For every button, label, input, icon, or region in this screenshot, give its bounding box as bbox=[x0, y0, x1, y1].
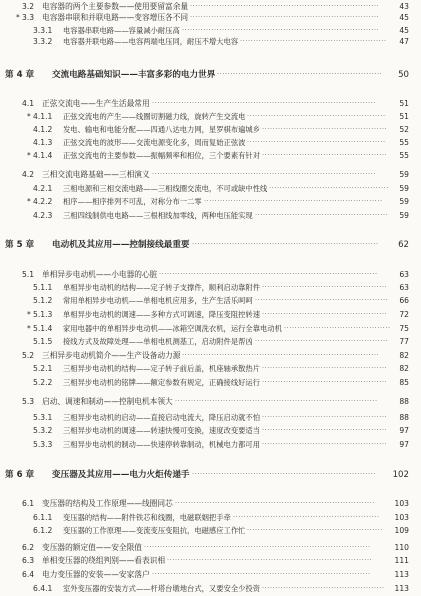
toc-entry-number: 4.2 bbox=[22, 170, 35, 179]
toc-entry-number: 4.2.2 bbox=[33, 197, 53, 206]
toc-entry-title: 发电、输电和电能分配——四通八达电力网，星罗棋布遍城乡 bbox=[63, 125, 261, 134]
toc-chapter-entry[interactable] bbox=[0, 238, 421, 252]
toc-entry[interactable] bbox=[0, 497, 421, 511]
toc-entry-title: 常用单相异步电动机——单相电机应用多，生产生活乐呵呵 bbox=[63, 296, 253, 305]
toc-leader-dots: ··············································· bbox=[262, 125, 388, 133]
toc-entry[interactable] bbox=[0, 554, 421, 568]
toc-entry-number: 5.1.5 bbox=[33, 337, 53, 346]
toc-leader-dots: ··································································· bbox=[204, 197, 383, 205]
toc-entry[interactable] bbox=[0, 97, 421, 111]
toc-entry[interactable] bbox=[0, 582, 421, 596]
toc-entry-title: 室外变压器的安装方式——杆塔台墩地台式，又要安全少投资 bbox=[63, 584, 261, 593]
toc-entry-title: 三相异步电动机的调速——转速快慢可变换，速度改变要适当 bbox=[63, 426, 261, 435]
toc-entry-page: 111 bbox=[394, 556, 409, 565]
toc-entry-title: 变压器及其应用——电力火炬传递手 bbox=[52, 470, 190, 480]
toc-entry-title: 电动机及其应用——控制接线最重要 bbox=[52, 240, 190, 250]
toc-leader-dots: ···················································································· bbox=[152, 99, 376, 107]
toc-entry-number: 6.1.1 bbox=[33, 513, 53, 522]
toc-entry-number: 3.3.1 bbox=[33, 26, 53, 35]
toc-entry[interactable] bbox=[0, 411, 421, 425]
toc-leader-dots: ······························································ bbox=[217, 70, 383, 78]
toc-entry[interactable] bbox=[0, 35, 421, 49]
toc-entry-page: 51 bbox=[399, 112, 409, 121]
toc-leader-dots: ······················································· bbox=[233, 513, 380, 521]
toc-entry-title: 正弦交流电的波形——交流电源变化多，周而复始正弦波 bbox=[63, 138, 246, 147]
toc-entry-page: 43 bbox=[399, 2, 409, 11]
toc-entry[interactable] bbox=[0, 568, 421, 582]
toc-entry-number: 5.1.4 bbox=[33, 324, 53, 333]
toc-leader-dots: ·················································································· bbox=[152, 570, 371, 578]
toc-leader-dots: ··············································· bbox=[262, 426, 388, 434]
toc-leader-dots: ····················································································· bbox=[144, 543, 371, 551]
toc-entry-marker: * bbox=[27, 324, 31, 333]
toc-leader-dots: ···················································· bbox=[247, 138, 386, 146]
toc-entry-number: 5.1.1 bbox=[33, 283, 53, 292]
toc-entry[interactable] bbox=[0, 123, 421, 137]
toc-leader-dots: ······································································· bbox=[190, 2, 380, 10]
toc-leader-dots: ··············································· bbox=[262, 364, 388, 372]
toc-entry-number: 4.1.3 bbox=[33, 138, 53, 147]
toc-entry-number: 5.2 bbox=[22, 351, 35, 360]
toc-entry-page: 97 bbox=[399, 440, 409, 449]
toc-entry-page: 66 bbox=[399, 296, 409, 305]
toc-leader-dots: ··················································· bbox=[247, 526, 383, 534]
toc-entry-title: 变压器的结构——附件铁芯和线圈，电磁联姻把手牵 bbox=[63, 513, 231, 522]
toc-entry-number: 第 4 章 bbox=[5, 70, 35, 80]
toc-entry-title: 电容器并联电路——电容两端电压同，耐压不增大电容 bbox=[63, 37, 239, 46]
toc-entry-page: 85 bbox=[399, 378, 409, 387]
toc-entry-number: 4.1.2 bbox=[33, 125, 53, 134]
toc-entry[interactable] bbox=[0, 511, 421, 525]
toc-entry-number: 6.4 bbox=[22, 570, 35, 579]
toc-leader-dots: ······································································· bbox=[190, 13, 380, 21]
toc-entry-title: 相序——相序排列不可乱，对称分布一二零 bbox=[63, 197, 202, 206]
toc-entry-title: 三相异步电动机的制动——快速停转靠制动，机械电力都可用 bbox=[63, 440, 261, 449]
toc-entry-number: 3.2 bbox=[22, 2, 35, 11]
toc-chapter-entry[interactable] bbox=[0, 68, 421, 82]
toc-entry-page: 77 bbox=[399, 337, 409, 346]
toc-entry-page: 59 bbox=[399, 170, 409, 179]
toc-entry-page: 82 bbox=[399, 364, 409, 373]
toc-entry[interactable] bbox=[0, 541, 421, 555]
toc-entry-page: 72 bbox=[399, 310, 409, 319]
toc-entry-page: 63 bbox=[399, 283, 409, 292]
toc-entry-number: 5.1 bbox=[22, 270, 35, 279]
toc-entry-title: 单相异步电动机——小电器的心脏 bbox=[42, 270, 158, 279]
toc-entry[interactable] bbox=[0, 294, 421, 308]
toc-leader-dots: ··············································· bbox=[262, 440, 388, 448]
toc-entry[interactable] bbox=[0, 308, 421, 322]
toc-entry[interactable] bbox=[0, 362, 421, 376]
toc-entry-page: 102 bbox=[392, 470, 409, 480]
toc-entry-number: 5.3.2 bbox=[33, 426, 53, 435]
toc-leader-dots: ··············································· bbox=[262, 378, 388, 386]
toc-leader-dots: ······································································ bbox=[192, 240, 379, 248]
toc-leader-dots: ·············································· bbox=[262, 584, 385, 592]
toc-entry-title: 三相异步电动机简介——生产设备动力源 bbox=[42, 351, 181, 360]
toc-entry[interactable] bbox=[0, 395, 421, 409]
toc-entry-title: 变压器的结构及工作原理——线圈同芯 bbox=[42, 499, 173, 508]
toc-entry-number: 3.3.2 bbox=[33, 37, 53, 46]
toc-leader-dots: ·················································· bbox=[255, 211, 389, 219]
toc-leader-dots: ·················································································· bbox=[159, 270, 378, 278]
toc-entry-number: 第 6 章 bbox=[5, 470, 35, 480]
toc-leader-dots: ··········································································· bbox=[175, 499, 375, 507]
toc-entry-page: 51 bbox=[399, 99, 409, 108]
toc-entry-number: 5.3.3 bbox=[33, 440, 53, 449]
toc-entry-page: 55 bbox=[399, 151, 409, 160]
toc-entry-title: 交流电路基础知识——丰富多彩的电力世界 bbox=[52, 70, 216, 80]
toc-entry-number: 6.1 bbox=[22, 499, 35, 508]
toc-entry-title: 三相交流电路基础——三相演义 bbox=[42, 170, 150, 179]
toc-leader-dots: ······················································· bbox=[240, 37, 387, 45]
toc-entry-title: 电力变压器的安装——安家落户 bbox=[42, 570, 150, 579]
toc-entry-number: 5.2.2 bbox=[33, 378, 53, 387]
toc-entry-page: 59 bbox=[399, 197, 409, 206]
toc-entry-number: 6.2 bbox=[22, 543, 35, 552]
toc-entry[interactable] bbox=[0, 195, 421, 209]
toc-entry[interactable] bbox=[0, 349, 421, 363]
toc-entry-title: 接线方式及故障处理——单相电机测基工，启动附件是帮凶 bbox=[63, 337, 253, 346]
toc-entry-title: 三相电源和三相交流电路——三相线圈交流电，不可或缺中性线 bbox=[63, 184, 268, 193]
toc-entry-number: 4.2.1 bbox=[33, 184, 53, 193]
toc-entry-number: 5.3.1 bbox=[33, 413, 53, 422]
toc-entry[interactable] bbox=[0, 424, 421, 438]
toc-entry-number: 4.1.1 bbox=[33, 112, 53, 121]
toc-entry-title: 电容器串联电路——容量减小耐压高 bbox=[63, 26, 180, 35]
toc-leader-dots: ····································································· bbox=[192, 470, 376, 478]
toc-entry-number: 5.2.1 bbox=[33, 364, 53, 373]
toc-entry-title: 变压器的额定值——安全限值 bbox=[42, 543, 142, 552]
toc-leader-dots: ·········································································· bbox=[182, 26, 380, 34]
toc-entry-page: 63 bbox=[399, 270, 409, 279]
toc-entry-page: 50 bbox=[398, 70, 409, 80]
toc-entry[interactable] bbox=[0, 11, 421, 25]
toc-entry-title: 正弦交流电——生产生活最常用 bbox=[42, 99, 150, 108]
toc-entry-title: 电容器的两个主要参数——使用要留富余量 bbox=[42, 2, 189, 11]
toc-leader-dots: ··············································· bbox=[262, 151, 388, 159]
toc-entry-page: 88 bbox=[399, 413, 409, 422]
toc-entry-number: 5.3 bbox=[22, 397, 35, 406]
toc-entry-number: 6.3 bbox=[22, 556, 35, 565]
toc-entry-marker: * bbox=[16, 13, 20, 22]
toc-leader-dots: ··············································· bbox=[262, 413, 388, 421]
toc-entry-marker: * bbox=[27, 310, 31, 319]
toc-entry-title: 三相异步电动机的结构——定子转子前后盖，机座轴承散热片 bbox=[63, 364, 261, 373]
toc-entry-page: 109 bbox=[394, 526, 409, 535]
toc-entry-title: 正弦交流电的主要参数——振幅频率和相位，三个要素有针对 bbox=[63, 151, 261, 160]
toc-leader-dots: ············································································ bbox=[175, 397, 378, 405]
toc-entry-page: 113 bbox=[394, 570, 409, 579]
toc-entry-page: 45 bbox=[399, 13, 409, 22]
toc-entry-title: 单相变压器的绕组判别——看表识相 bbox=[42, 556, 166, 565]
toc-entry[interactable] bbox=[0, 322, 421, 336]
toc-chapter-entry[interactable] bbox=[0, 468, 421, 482]
toc-entry-title: 三相异步电动机的启动——直接启动电流大，降压启动就不怕 bbox=[63, 413, 261, 422]
toc-leader-dots: ········································ bbox=[284, 324, 391, 332]
toc-leader-dots: ·········································································· bbox=[182, 351, 380, 359]
toc-entry[interactable] bbox=[0, 281, 421, 295]
toc-entry[interactable] bbox=[0, 268, 421, 282]
toc-leader-dots: ············································· bbox=[269, 184, 389, 192]
toc-entry-title: 三相异步电动机的铭牌——额定参数有规定，正确接线好运行 bbox=[63, 378, 261, 387]
toc-entry-page: 103 bbox=[394, 513, 409, 522]
toc-leader-dots: ···················································· bbox=[247, 112, 386, 120]
toc-entry-page: 62 bbox=[398, 240, 409, 250]
toc-entry-title: 三相四线制供电电路——三根相线加零线，两种电压能实现 bbox=[63, 211, 253, 220]
toc-entry-number: 4.1.4 bbox=[33, 151, 53, 160]
toc-entry-page: 75 bbox=[399, 324, 409, 333]
toc-leader-dots: ··············································· bbox=[262, 310, 388, 318]
toc-entry-number: 5.1.2 bbox=[33, 296, 53, 305]
toc-leader-dots: ·················································· bbox=[255, 337, 389, 345]
toc-entry-marker: * bbox=[27, 151, 31, 160]
toc-entry[interactable] bbox=[0, 110, 421, 124]
toc-entry-title: 启动、调速和制动——控制电机本领大 bbox=[42, 397, 173, 406]
toc-entry-page: 82 bbox=[399, 351, 409, 360]
toc-leader-dots: ··············································· bbox=[262, 283, 388, 291]
toc-entry[interactable] bbox=[0, 524, 421, 538]
toc-entry-page: 97 bbox=[399, 426, 409, 435]
toc-entry-number: 6.4.1 bbox=[33, 584, 53, 593]
toc-entry-title: 正弦交流电的产生——线圈切割磁力线，旋转产生交流电 bbox=[63, 112, 246, 121]
toc-leader-dots: ············································································· bbox=[167, 556, 373, 564]
toc-entry-page: 110 bbox=[394, 543, 409, 552]
toc-entry-page: 59 bbox=[399, 184, 409, 193]
toc-entry-number: 6.1.2 bbox=[33, 526, 53, 535]
toc-entry-title: 单相异步电动机的调速——多种方式可调速，降压变阻控转速 bbox=[63, 310, 261, 319]
toc-entry[interactable] bbox=[0, 149, 421, 163]
toc-entry-number: 5.1.3 bbox=[33, 310, 53, 319]
toc-entry[interactable] bbox=[0, 376, 421, 390]
toc-entry-number: 3.3 bbox=[22, 13, 35, 22]
toc-entry-page: 52 bbox=[399, 125, 409, 134]
toc-leader-dots: ···················································································· bbox=[152, 170, 376, 178]
toc-leader-dots: ·················································· bbox=[255, 296, 389, 304]
toc-entry-title: 单相异步电动机的结构——定子转子支撑件，顺利启动靠附件 bbox=[63, 283, 261, 292]
toc-entry-page: 45 bbox=[399, 26, 409, 35]
toc-entry[interactable] bbox=[0, 335, 421, 349]
toc-entry-marker: * bbox=[27, 197, 31, 206]
toc-entry[interactable] bbox=[0, 168, 421, 182]
toc-entry[interactable] bbox=[0, 136, 421, 150]
toc-entry-page: 88 bbox=[399, 397, 409, 406]
toc-entry-title: 家用电器中的单相异步电动机——冰箱空调洗衣机，运行全靠电动机 bbox=[63, 324, 282, 333]
toc-entry-page: 47 bbox=[399, 37, 409, 46]
toc-entry-marker: * bbox=[27, 112, 31, 121]
toc-entry-title: 变压器的工作原理——变流变压变阻抗，电磁感应工作忙 bbox=[63, 526, 246, 535]
toc-entry-page: 113 bbox=[394, 584, 409, 593]
toc-entry-page: 59 bbox=[399, 211, 409, 220]
toc-entry-page: 55 bbox=[399, 138, 409, 147]
toc-entry-page: 103 bbox=[394, 499, 409, 508]
toc-entry-number: 4.1 bbox=[22, 99, 35, 108]
toc-entry[interactable] bbox=[0, 209, 421, 223]
toc-entry-number: 4.2.3 bbox=[33, 211, 53, 220]
toc-entry-number: 第 5 章 bbox=[5, 240, 35, 250]
toc-entry[interactable] bbox=[0, 182, 421, 196]
toc-entry[interactable] bbox=[0, 438, 421, 452]
toc-entry-title: 电容器串联和并联电路——变容增压各不同 bbox=[42, 13, 189, 22]
